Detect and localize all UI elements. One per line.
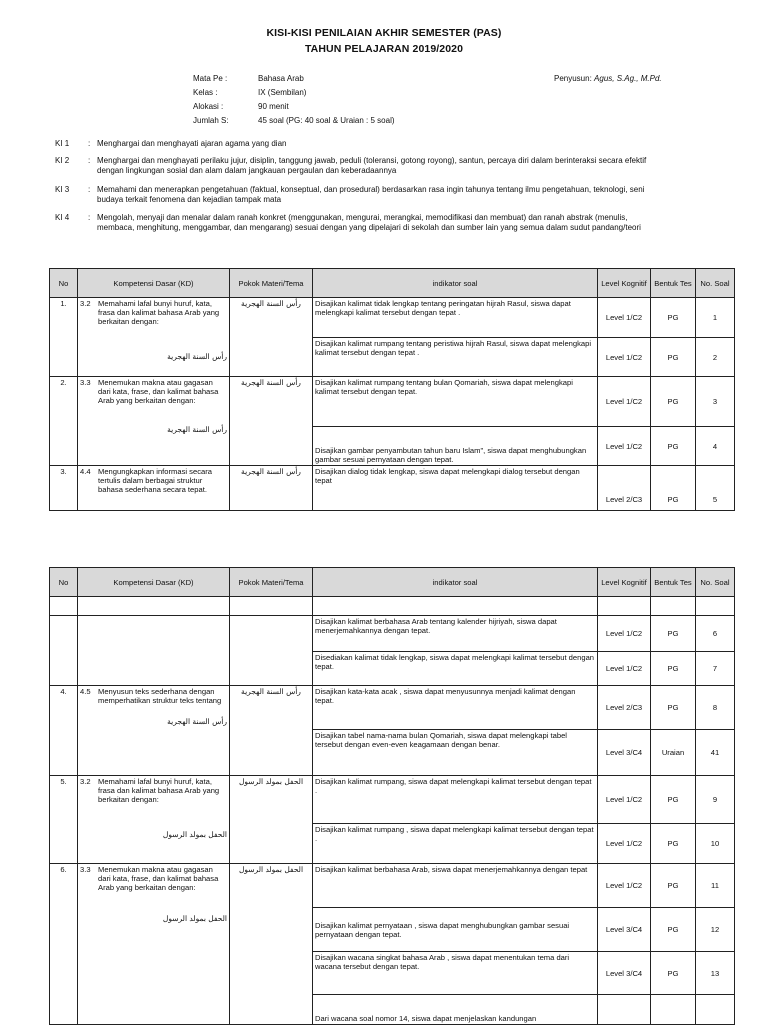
level-cell: Level 1/C2 [598,616,651,652]
row-number: 1. [50,298,78,377]
level-cell: Level 3/C4 [598,908,651,952]
bentuk-cell: PG [651,864,696,908]
indikator-text: Disajikan wacana singkat bahasa Arab , siswa dapat menentukan tema dari wacana tersebut dengan tepat. [313,952,598,995]
bentuk-cell [651,995,696,1025]
kd-arabic-topic: رأس السنة الهجرية [167,352,227,361]
bentuk-cell: PG [651,776,696,824]
bentuk-cell: PG [651,427,696,466]
indikator-text: Disediakan kalimat tidak lengkap, siswa dapat melengkapi kalimat tersebut dengan tepat. [313,652,598,686]
row-number: 2. [50,377,78,466]
doc-title-line2: TAHUN PELAJARAN 2019/2020 [304,43,464,55]
level-cell: Level 1/C2 [598,824,651,864]
kd-cell [78,776,230,864]
col-level-header: Level Kognitif [598,568,651,597]
kd-text: Memahami lafal bunyi huruf, kata, frasa dan kalimat bahasa Arab yang berkaitan dengan: [98,777,220,804]
nosoal-cell: 41 [696,730,735,776]
level-cell: Level 2/C3 [598,466,651,511]
table-header-row [50,269,735,298]
ki-text: Menghargai dan menghayati perilaku jujur, disiplin, tanggung jawab, peduli (toleransi, gotong royong), santun, percaya diri dalam berinteraksi secara efektif dengan lingkungan sosial dan alam dalam jangkauan pergaulan dan keberadaannya [97,156,647,175]
bentuk-cell: PG [651,338,696,377]
meta-label: Jumlah S: [193,116,229,125]
empty-row [50,597,735,616]
indikator-text: Disajikan kalimat rumpang, siswa dapat melengkapi kalimat tersebut dengan tepat . [313,776,598,824]
indikator-text: Disajikan kalimat pernyataan , siswa dapat menghubungkan gambar sesuai pernyataan dengan tepat. [313,908,598,952]
nosoal-cell: 3 [696,377,735,427]
kd-number: 3.2 [80,777,91,786]
kd-cell [78,686,230,776]
kd-text: Memahami lafal bunyi huruf, kata, frasa dan kalimat bahasa Arab yang berkaitan dengan: [98,299,220,326]
indikator-text: Disajikan tabel nama-nama bulan Qomariah, siswa dapat melengkapi tabel tersebut dengan even-even keagamaan dengan benar. [313,730,598,776]
indikator-text: Disajikan kalimat rumpang , siswa dapat melengkapi kalimat tersebut dengan tepat . [313,824,598,864]
nosoal-cell: 6 [696,616,735,652]
ki-colon: : [88,139,91,148]
nosoal-cell: 2 [696,338,735,377]
bentuk-cell: PG [651,298,696,338]
table-row [50,466,735,511]
kd-cell [78,377,230,466]
kd-arabic-topic: الحفل بمولد الرسول [162,830,227,839]
meta-label: Kelas : [193,88,218,97]
row-number: 6. [50,864,78,1025]
indikator-text: Disajikan kata-kata acak , siswa dapat menyusunnya menjadi kalimat dengan tepat. [313,686,598,730]
doc-title-line1: KISI-KISI PENILAIAN AKHIR SEMESTER (PAS) [266,27,502,39]
ki-text: Menghargai dan menghayati ajaran agama yang dian [97,139,287,148]
level-cell: Level 1/C2 [598,338,651,377]
kd-text: Menemukan makna atau gagasan dari kata, frase, dan kalimat bahasa Arab yang berkaitan dengan: [98,865,219,892]
level-cell [598,995,651,1025]
kd-number: 3.3 [80,865,91,874]
kd-arabic-topic: الحفل بمولد الرسول [162,914,227,923]
kd-cell [78,864,230,1025]
nosoal-cell: 9 [696,776,735,824]
row-number: 3. [50,466,78,511]
ki-text: Memahami dan menerapkan pengetahuan (faktual, konseptual, dan prosedural) berdasarkan rasa ingin tahunya tentang ilmu pengetahuan, teknologi, seni budaya terkait fenomena dan kejadian tampak mata [97,185,645,204]
col-nosoal-header: No. Soal [696,568,735,597]
bentuk-cell: PG [651,377,696,427]
meta-value: 90 menit [258,102,289,111]
ki-colon: : [88,185,91,194]
kd-text: Menyusun teks sederhana dengan memperhatikan struktur teks tentang [98,687,222,705]
level-cell: Level 1/C2 [598,427,651,466]
kd-cell [78,466,230,511]
table-row [50,298,735,338]
pokok-materi: الحفل بمولد الرسول [230,864,313,1025]
col-indikator-header: indikator soal [313,568,598,597]
kd-number: 3.2 [80,299,91,308]
bentuk-cell: PG [651,952,696,995]
pokok-materi: رأس السنة الهجرية [230,466,313,511]
level-cell: Level 1/C2 [598,864,651,908]
col-level-header: Level Kognitif [598,269,651,298]
level-cell: Level 3/C4 [598,952,651,995]
ki-colon: : [88,156,91,165]
level-cell: Level 1/C2 [598,377,651,427]
nosoal-cell: 7 [696,652,735,686]
indikator-text: Disajikan dialog tidak lengkap, siswa dapat melengkapi dialog tersebut dengan tepat [313,466,598,511]
level-cell: Level 1/C2 [598,776,651,824]
pokok-materi: رأس السنة الهجرية [230,298,313,377]
kd-cell [78,298,230,377]
indikator-text: Disajikan kalimat tidak lengkap tentang peringatan hijrah Rasul, siswa dapat melengkapi kalimat tersebut dengan tepat . [313,298,598,338]
kd-arabic-topic: رأس السنة الهجرية [167,425,227,434]
meta-label: Penyusun: [554,74,592,83]
bentuk-cell: PG [651,616,696,652]
kd-number: 4.5 [80,687,91,696]
level-cell: Level 2/C3 [598,686,651,730]
nosoal-cell: 12 [696,908,735,952]
pokok-materi: الحفل بمولد الرسول [230,776,313,864]
nosoal-cell: 10 [696,824,735,864]
col-pokok-header: Pokok Materi/Tema [230,269,313,298]
ki-code: KI 3 [55,185,70,194]
kisi-table-2 [49,567,735,1025]
nosoal-cell: 8 [696,686,735,730]
indikator-text: Disajikan kalimat rumpang tentang peristiwa hijrah Rasul, siswa dapat melengkapi kalimat tersebut dengan tepat . [313,338,598,377]
table-header-row [50,568,735,597]
kd-arabic-topic: رأس السنة الهجرية [167,717,227,726]
col-no-header: No [50,568,78,597]
level-cell: Level 1/C2 [598,298,651,338]
nosoal-cell: 1 [696,298,735,338]
nosoal-cell: 13 [696,952,735,995]
bentuk-cell: PG [651,466,696,511]
indikator-text: Disajikan kalimat berbahasa Arab tentang kalender hijriyah, siswa dapat menerjemahkannya dengan tepat. [313,616,598,652]
meta-value: 45 soal (PG: 40 soal & Uraian : 5 soal) [258,116,395,125]
col-nosoal-header: No. Soal [696,269,735,298]
kisi-table-1 [49,268,735,511]
meta-penyusun [554,74,662,83]
nosoal-cell: 11 [696,864,735,908]
col-kd-header: Kompetensi Dasar (KD) [78,269,230,298]
kd-number: 4.4 [80,467,91,476]
table-row [50,686,735,730]
level-cell: Level 1/C2 [598,652,651,686]
table-row [50,776,735,824]
indikator-text: Dari wacana soal nomor 14, siswa dapat menjelaskan kandungan [313,995,598,1025]
nosoal-cell: 5 [696,466,735,511]
table-row [50,616,735,652]
pokok-materi: رأس السنة الهجرية [230,377,313,466]
bentuk-cell: PG [651,686,696,730]
nosoal-cell: 4 [696,427,735,466]
kd-text: Mengungkapkan informasi secara tertulis dalam berbagai struktur bahasa sederhana secara tepat. [98,467,212,494]
level-cell: Level 3/C4 [598,730,651,776]
ki-code: KI 1 [55,139,70,148]
indikator-text: Disajikan gambar penyambutan tahun baru Islam", siswa dapat menghubungkan gambar sesuai pernyataan dengan tepat. [313,427,598,466]
col-indikator-header: indikator soal [313,269,598,298]
ki-code: KI 2 [55,156,70,165]
bentuk-cell: PG [651,824,696,864]
col-bentuk-header: Bentuk Tes [651,568,696,597]
kd-number: 3.3 [80,378,91,387]
col-kd-header: Kompetensi Dasar (KD) [78,568,230,597]
col-bentuk-header: Bentuk Tes [651,269,696,298]
kd-text: Menemukan makna atau gagasan dari kata, frase, dan kalimat bahasa Arab yang berkaitan dengan: [98,378,219,405]
meta-label: Alokasi : [193,102,224,111]
pokok-materi: رأس السنة الهجرية [230,686,313,776]
ki-text: Mengolah, menyaji dan menalar dalam ranah konkret (menggunakan, mengurai, merangkai, memodifikasi dan membuat) dan ranah abstrak (menulis, membaca, menghitung, menggambar, dan mengarang) sesuai dengan yang dipelajari di sekolah dan sumber lain yang semua dalam sudut pandang/teori [97,213,641,232]
bentuk-cell: Uraian [651,730,696,776]
ki-code: KI 4 [55,213,70,222]
row-number: 4. [50,686,78,776]
meta-value: IX (Sembilan) [258,88,307,97]
col-pokok-header: Pokok Materi/Tema [230,568,313,597]
indikator-text: Disajikan kalimat berbahasa Arab, siswa dapat menerjemahkannya dengan tepat [313,864,598,908]
col-no-header: No [50,269,78,298]
nosoal-cell [696,995,735,1025]
table-row [50,864,735,908]
bentuk-cell: PG [651,908,696,952]
bentuk-cell: PG [651,652,696,686]
meta-label: Mata Pe : [193,74,228,83]
meta-value: Agus, S.Ag., M.Pd. [594,74,662,83]
meta-value: Bahasa Arab [258,74,304,83]
row-number: 5. [50,776,78,864]
table-row [50,377,735,427]
indikator-text: Disajikan kalimat rumpang tentang bulan Qomariah, siswa dapat melengkapi kalimat tersebut dengan tepat. [313,377,598,427]
ki-colon: : [88,213,91,222]
